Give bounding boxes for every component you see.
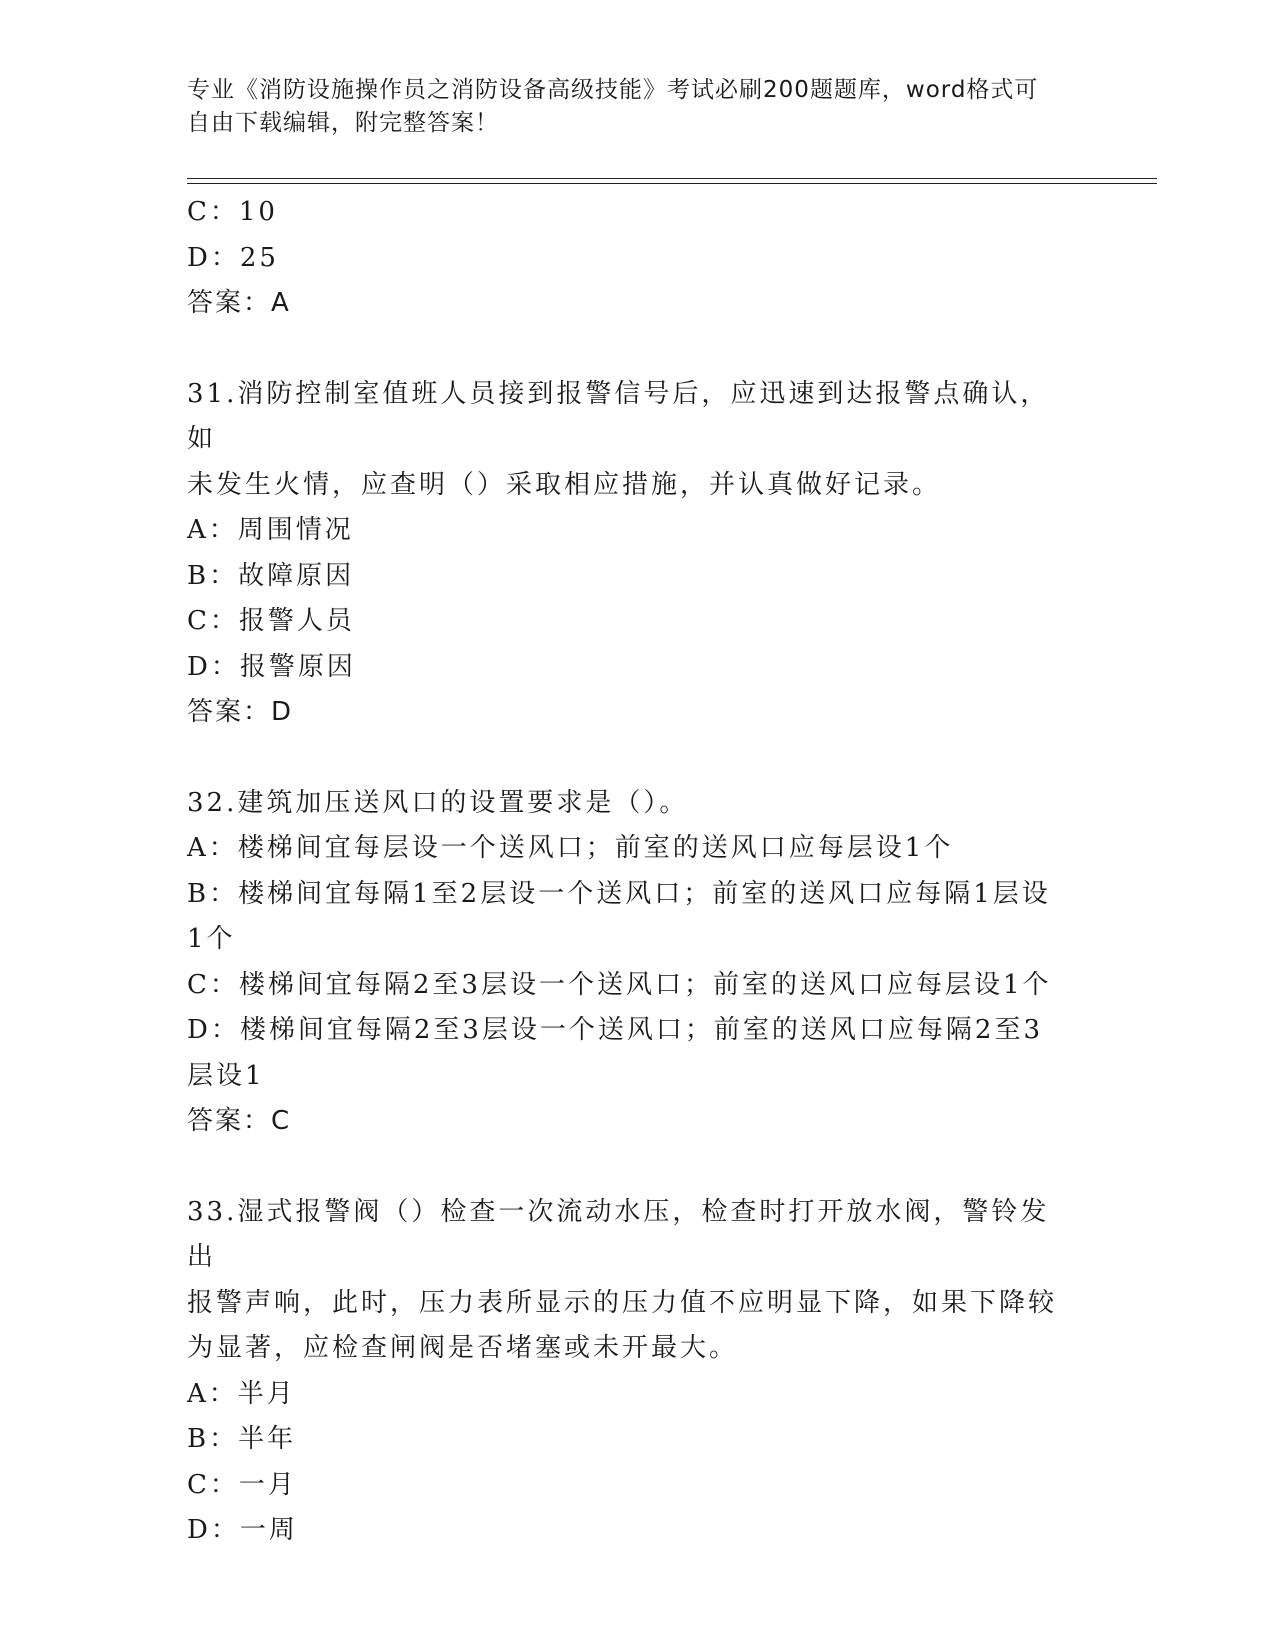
- option-b: B：故障原因: [187, 560, 355, 591]
- option-b: B：楼梯间宜每隔1至2层设一个送风口；前室的送风口应每隔1层设: [187, 878, 1051, 909]
- document-header: [187, 74, 1067, 140]
- answer-line: 答案：D: [187, 697, 294, 727]
- header-divider-top: [187, 178, 1157, 179]
- answer-line: 答案：C: [187, 1106, 292, 1136]
- question-stem: 未发生火情，应查明（）采取相应措施，并认真做好记录。: [187, 469, 942, 500]
- question-stem: 31.消防控制室值班人员接到报警信号后，应迅速到达报警点确认，如: [187, 378, 1050, 454]
- option-a: A：半月: [187, 1378, 296, 1409]
- option-d-continued: 层设1: [187, 1060, 265, 1091]
- question-32: [187, 781, 1077, 1145]
- document-body: [187, 190, 1077, 1554]
- option-b: B：半年: [187, 1424, 297, 1454]
- option-d: D：25: [187, 242, 279, 273]
- header-divider-bottom: [187, 183, 1157, 184]
- question-stem: 报警声响，此时，压力表所显示的压力值不应明显下降，如果下降较: [187, 1287, 1058, 1318]
- option-d: D：报警原因: [187, 651, 356, 682]
- previous-question-tail: [187, 190, 1077, 327]
- option-c: C：一月: [187, 1469, 297, 1500]
- option-b-continued: 1个: [187, 924, 236, 954]
- question-33: [187, 1190, 1077, 1554]
- option-a: A：楼梯间宜每层设一个送风口；前室的送风口应每层设1个: [187, 833, 954, 863]
- question-stem: 32.建筑加压送风口的设置要求是（）。: [187, 787, 689, 818]
- option-c: C：楼梯间宜每隔2至3层设一个送风口；前室的送风口应每层设1个: [187, 969, 1052, 1000]
- option-a: A：周围情况: [187, 515, 354, 545]
- question-stem: 33.湿式报警阀（）检查一次流动水压，检查时打开放水阀，警铃发出: [187, 1196, 1050, 1272]
- question-31: [187, 372, 1077, 736]
- option-d: D：楼梯间宜每隔2至3层设一个送风口；前室的送风口应每隔2至3: [187, 1015, 1044, 1045]
- answer-line: 答案：A: [187, 288, 291, 318]
- header-line-2: 自由下载编辑，附完整答案！: [187, 110, 499, 136]
- option-c: C：10: [187, 197, 278, 227]
- header-line-1: 专业《消防设施操作员之消防设备高级技能》考试必刷200题题库，word格式可: [187, 77, 1039, 103]
- option-c: C：报警人员: [187, 606, 355, 636]
- option-d: D：一周: [187, 1515, 298, 1545]
- question-stem: 为显著，应检查闸阀是否堵塞或未开最大。: [187, 1333, 739, 1363]
